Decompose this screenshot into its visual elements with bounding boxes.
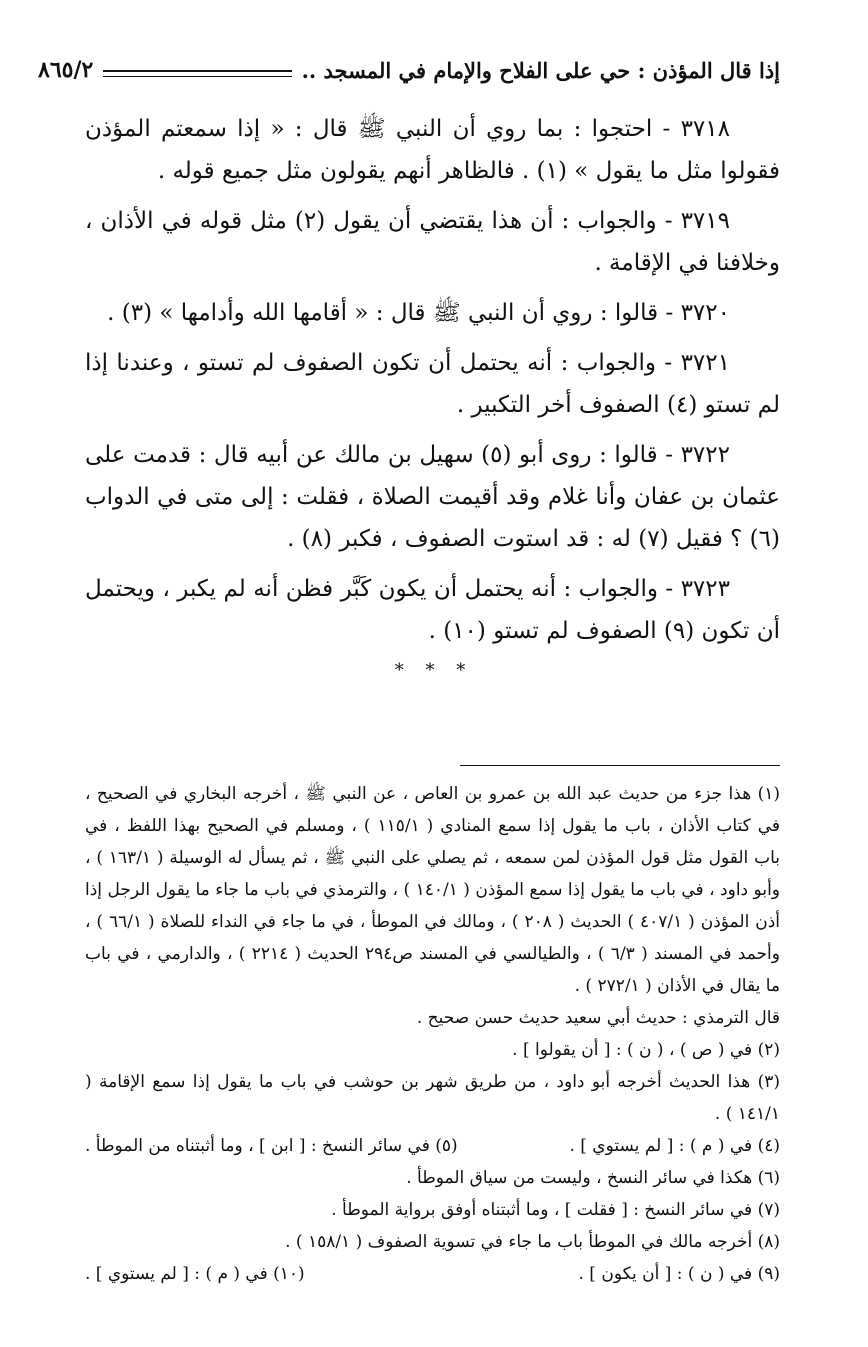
- header-title: إذا قال المؤذن : حي على الفلاح والإمام في المسجد ..: [301, 57, 780, 83]
- section-separator: * * *: [394, 660, 474, 681]
- paragraph-3718: ٣٧١٨ - احتجوا : بما روي أن النبي ﷺ قال : « إذا سمعتم المؤذن فقولوا مثل ما يقول » (١) . فالظاهر أنهم يقولون مثل جميع قوله .: [85, 116, 780, 184]
- footnote-9: (٩) في ( ن ) : [ أن يكون ] .: [578, 1264, 780, 1284]
- footnote-1: (١) هذا جزء من حديث عبد الله بن عمرو بن العاص ، عن النبي ﷺ ، أخرجه البخاري في الصحيح ، في كتاب الأذان ، باب ما يقول إذا سمع المنادي ( ١١٥/١ ) ، ومسلم في الصحيح بهذا اللفظ ، في باب القول مثل قول المؤذن لمن سمعه ، ثم يصلي على النبي ﷺ ، ثم يسأل له الوسيلة ( ١٦٣/١ ) ، وأبو داود ، في باب ما يقول إذا سمع المؤذن ( ١٤٠/١ ) ، والترمذي في باب ما جاء ما يقول الرجل إذا أذن المؤذن ( ٤٠٧/١ ) الحديث ( ٢٠٨ ) ، ومالك في الموطأ ، في ما جاء في النداء للصلاة ( ٦٦/١ ) ، وأحمد في المسند ( ٦/٣ ) ، والطيالسي في المسند ص٢٩٤ الحديث ( ٢٢١٤ ) ، والدارمي ، في باب ما يقال في الأذان ( ٢٧٢/١ ) .: [85, 784, 780, 996]
- footnote-rule: [460, 765, 780, 766]
- paragraph-3722: ٣٧٢٢ - قالوا : روى أبو (٥) سهيل بن مالك عن أبيه قال : قدمت على عثمان بن عفان وأنا غلام وقد أقيمت الصلاة ، فقلت : إلى متى في الدواب (٦) ؟ فقيل (٧) له : قد استوت الصفوف ، فكبر (٨) .: [85, 442, 780, 552]
- paragraph-3720: ٣٧٢٠ - قالوا : روي أن النبي ﷺ قال : « أقامها الله وأدامها » (٣) .: [107, 300, 730, 326]
- header-rule: [103, 70, 291, 77]
- footnotes: [85, 778, 780, 1290]
- page-number: ٨٦٥/٢: [38, 57, 94, 83]
- footnote-row-9-10: [85, 1258, 780, 1290]
- main-text: [85, 108, 780, 660]
- footnote-2: (٢) في ( ص ) ، ( ن ) : [ أن يقولوا ] .: [512, 1040, 780, 1060]
- footnote-5: (٥) في سائر النسخ : [ ابن ] ، وما أثبتناه من الموطأ .: [85, 1136, 458, 1156]
- footnote-4: (٤) في ( م ) : [ لم يستوي ] .: [569, 1136, 780, 1156]
- footnote-6: (٦) هكذا في سائر النسخ ، وليست من سياق الموطأ .: [406, 1168, 780, 1188]
- footnote-3: (٣) هذا الحديث أخرجه أبو داود ، من طريق شهر بن حوشب في باب ما يقول إذا سمع الإقامة ( ١٤١/١ ) .: [85, 1072, 780, 1124]
- running-header: [38, 50, 780, 90]
- paragraph-3719: ٣٧١٩ - والجواب : أن هذا يقتضي أن يقول (٢) مثل قوله في الأذان ، وخلافنا في الإقامة .: [85, 208, 780, 276]
- footnote-row-4-5: [85, 1130, 780, 1162]
- footnote-1-note: قال الترمذي : حديث أبي سعيد حديث حسن صحيح .: [416, 1008, 780, 1028]
- footnote-8: (٨) أخرجه مالك في الموطأ باب ما جاء في تسوية الصفوف ( ١٥٨/١ ) .: [285, 1232, 780, 1252]
- footnote-10: (١٠) في ( م ) : [ لم يستوي ] .: [85, 1264, 305, 1284]
- footnote-7: (٧) في سائر النسخ : [ فقلت ] ، وما أثبتناه أوفق برواية الموطأ .: [331, 1200, 780, 1220]
- paragraph-3723: ٣٧٢٣ - والجواب : أنه يحتمل أن يكون كَبَّر فظن أنه لم يكبر ، ويحتمل أن تكون (٩) الصفوف لم تستو (١٠) .: [85, 576, 780, 644]
- paragraph-3721: ٣٧٢١ - والجواب : أنه يحتمل أن تكون الصفوف لم تستو ، وعندنا إذا لم تستو (٤) الصفوف أخر التكبير .: [85, 350, 780, 418]
